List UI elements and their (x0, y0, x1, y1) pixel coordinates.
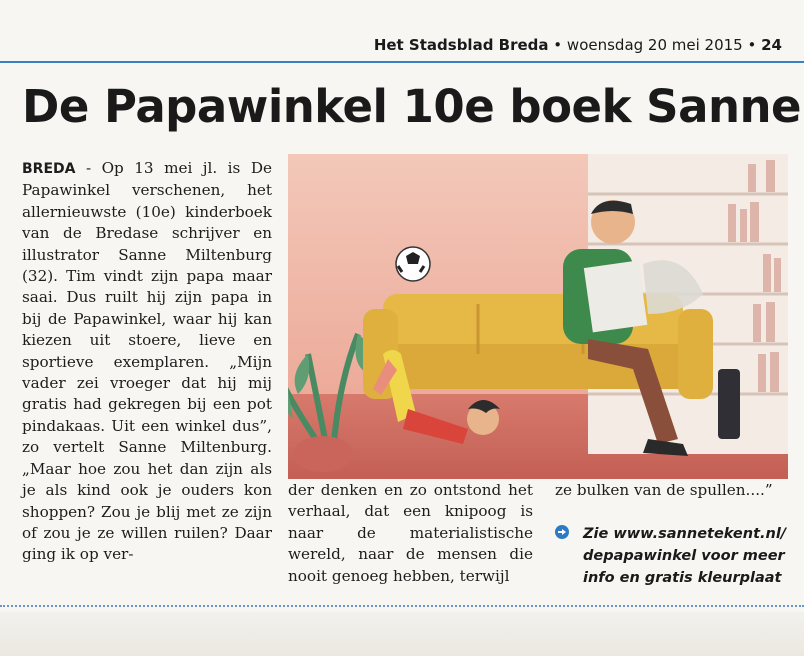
dateline: BREDA (22, 161, 76, 177)
illustration-art (288, 154, 788, 479)
book-illustration (288, 154, 788, 479)
issue-date: woensdag 20 mei 2015 (566, 36, 743, 54)
separator: • (548, 36, 567, 54)
masthead (0, 0, 804, 62)
football (396, 247, 430, 281)
body-column-1 (22, 158, 272, 566)
headline: De Papawinkel 10e boek Sanne (22, 80, 802, 133)
dotted-divider (0, 605, 804, 607)
body-column-2: der denken en zo ontstond het verhaal, dat een knipoog is naar de materialistische wereld, naar de mensen die nooit genoeg hebben, terwijl (288, 481, 533, 585)
page-bleed (0, 612, 804, 656)
info-link-text[interactable]: Zie www.sannetekent.nl/ depapawinkel voor meer info en gratis kleurplaat (583, 526, 787, 586)
separator: • (742, 36, 762, 54)
body-column-3: ze bulken van de spullen....” (555, 481, 773, 499)
masthead-line (374, 36, 782, 54)
page-number: 24 (761, 36, 782, 54)
arrow-right-icon (555, 525, 569, 539)
info-box (555, 523, 790, 589)
masthead-rule (0, 61, 804, 63)
paper-name: Het Stadsblad Breda (373, 36, 549, 54)
body-text: - Op 13 mei jl. is De Papawinkel verschenen, het allernieuwste (10e) kinderboek van de Bredase schrijver en illustrator Sanne Miltenburg (32). Tim vindt zijn papa maar saai. Dus ruilt hij zijn papa in bij de Papawinkel, waar hij kan kiezen uit stoere, lieve en sportieve exemplaren. „Mijn vader zei vroeger dat hij mij gratis had gekregen bij een pot pindakaas. Uit een winkel dus”, zo vertelt Sanne Miltenburg. „Maar hoe zou het dan zijn als je als kind ook je ouders kon shoppen? Zou je blij met ze zijn of zou je ze willen ruilen? Daar ging ik op ver- (22, 159, 272, 564)
